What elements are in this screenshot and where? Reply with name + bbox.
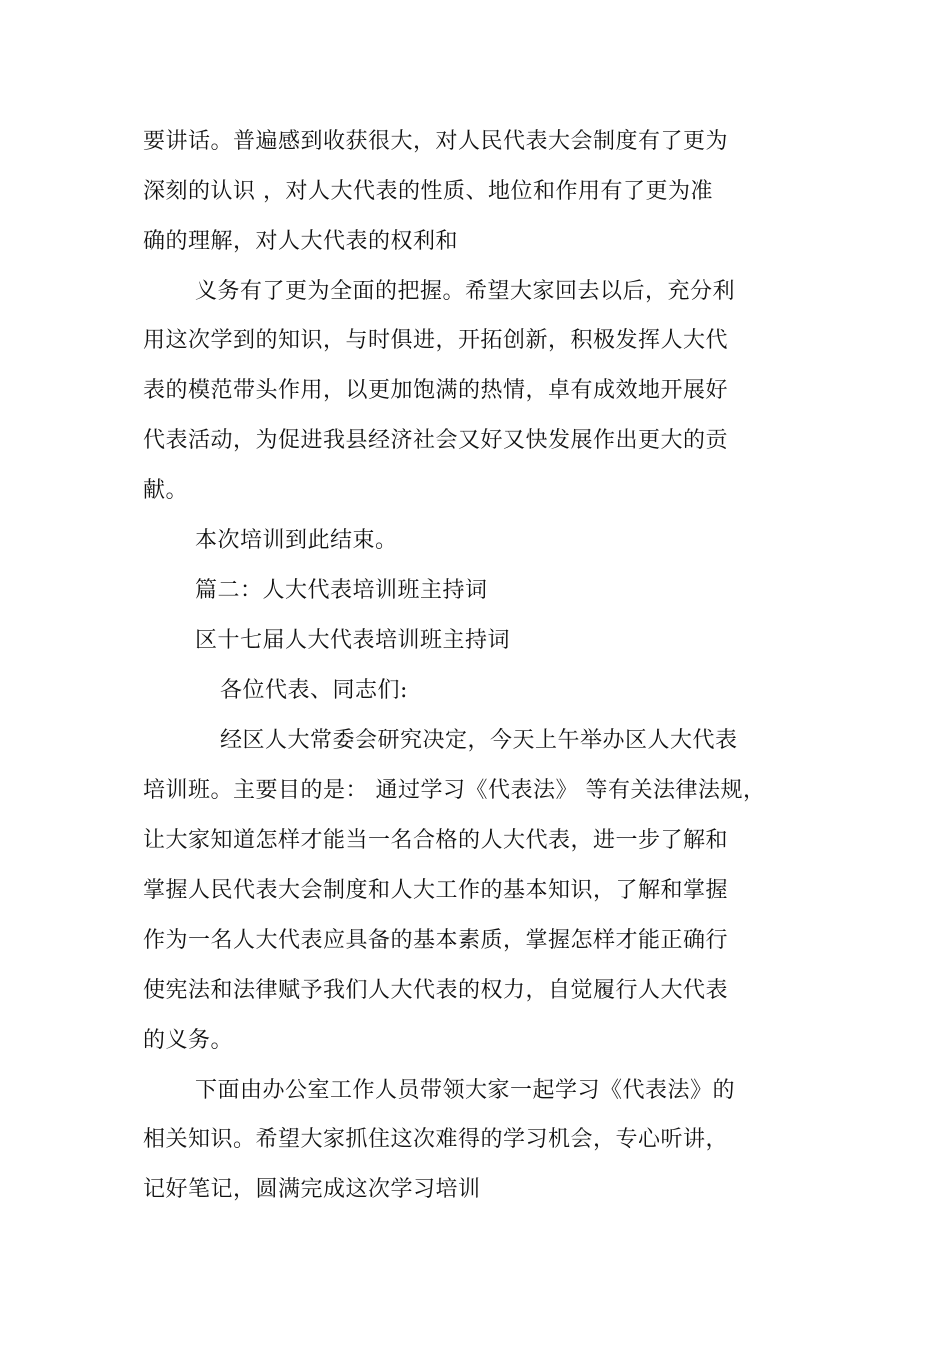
text-line: 义务有了更为全面的把握。希望大家回去以后，充分利 (195, 279, 736, 304)
text-line: 下面由办公室工作人员带领大家一起学习《代表法》的 (195, 1078, 736, 1103)
text-line: 深刻的认识 ，对人大代表的性质、地位和作用有了更为准 (143, 179, 713, 204)
text-line: 用这次学到的知识，与时俱进，开拓创新，积极发挥人大代 (143, 328, 729, 353)
text-line: 记好笔记，圆满完成这次学习培训 (143, 1177, 481, 1202)
text-line: 要讲话。普遍感到收获很大，对人民代表大会制度有了更为 (143, 129, 729, 154)
text-line: 代表活动，为促进我县经济社会又好又快发展作出更大的贡 (143, 428, 729, 453)
text-line: 表的模范带头作用，以更加饱满的热情，卓有成效地开展好 (143, 378, 729, 403)
text-line: 培训班。主要目的是： 通过学习《代表法》 等有关法律法规， (143, 778, 766, 803)
section-heading: 篇二：人大代表培训班主持词 (195, 578, 488, 603)
text-line: 相关知识。希望大家抓住这次难得的学习机会，专心听讲， (143, 1127, 729, 1152)
text-line: 献。 (143, 478, 189, 503)
text-line: 的义务。 (143, 1028, 234, 1053)
text-line: 确的理解，对人大代表的权利和 (143, 229, 459, 254)
section-title: 区十七届人大代表培训班主持词 (195, 628, 511, 653)
text-line: 掌握人民代表大会制度和人大工作的基本知识，了解和掌握 (143, 878, 729, 903)
salutation: 各位代表、同志们: (220, 678, 408, 703)
text-line: 本次培训到此结束。 (195, 528, 398, 553)
text-line: 经区人大常委会研究决定，今天上午举办区人大代表 (220, 728, 738, 753)
text-line: 使宪法和法律赋予我们人大代表的权力，自觉履行人大代表 (143, 978, 729, 1003)
text-line: 让大家知道怎样才能当一名合格的人大代表，进一步了解和 (143, 828, 729, 853)
text-line: 作为一名人大代表应具备的基本素质，掌握怎样才能正确行 (143, 928, 729, 953)
